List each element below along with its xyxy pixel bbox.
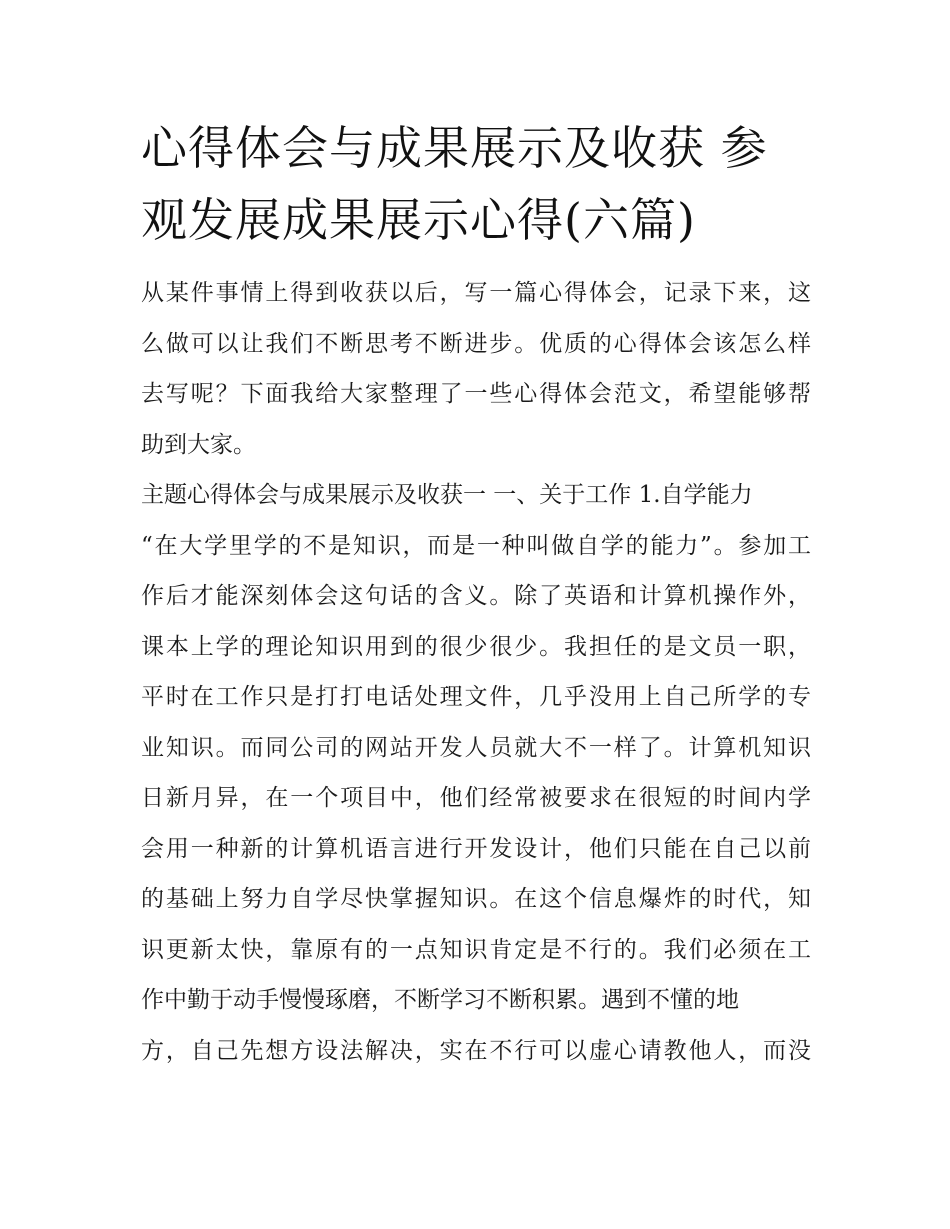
- text-line: 方，自己先想方设法解决，实在不行可以虚心请教他人，而没: [141, 1037, 811, 1064]
- text-line: 的基础上努力自学尽快掌握知识。在这个信息爆炸的时代，知: [141, 886, 811, 912]
- text-line: 识更新太快，靠原有的一点知识肯定是不行的。我们必须在工: [141, 936, 811, 963]
- text-line: 日新月异，在一个项目中，他们经常被要求在很短的时间内学: [141, 785, 811, 811]
- text-line: 作中勤于动手慢慢琢磨，不断学习不断积累。遇到不懂的地: [141, 987, 739, 1013]
- text-line: 作后才能深刻体会这句话的含义。除了英语和计算机操作外，: [141, 583, 811, 609]
- document-content: [141, 112, 811, 1076]
- title-line-1: 心得体会与成果展示及收获 参: [141, 121, 768, 175]
- text-line: 会用一种新的计算机语言进行开发设计，他们只能在自己以前: [141, 835, 811, 862]
- text-line: 从某件事情上得到收获以后，写一篇心得体会，记录下来，这: [141, 280, 811, 306]
- title-line-2: 观发展成果展示心得(六篇): [141, 193, 696, 247]
- text-line: “在大学里学的不是知识，而是一种叫做自学的能力”。参加工: [141, 532, 811, 559]
- text-line: 去写呢？下面我给大家整理了一些心得体会范文，希望能够帮: [141, 381, 811, 407]
- section-paragraph: [141, 470, 811, 1076]
- intro-paragraph: [141, 268, 811, 470]
- text-line: 主题心得体会与成果展示及收获一 一、关于工作 1.自学能力: [141, 482, 753, 508]
- text-line: 平时在工作只是打打电话处理文件，几乎没用上自己所学的专: [141, 684, 811, 710]
- text-line: 课本上学的理论知识用到的很少很少。我担任的是文员一职，: [141, 633, 811, 660]
- text-line: 么做可以让我们不断思考不断进步。优质的心得体会该怎么样: [141, 330, 811, 357]
- text-line: 助到大家。: [141, 431, 256, 458]
- document-body: [141, 268, 811, 1076]
- text-line: 业知识。而同公司的网站开发人员就大不一样了。计算机知识: [141, 734, 811, 761]
- document-title: [141, 112, 811, 256]
